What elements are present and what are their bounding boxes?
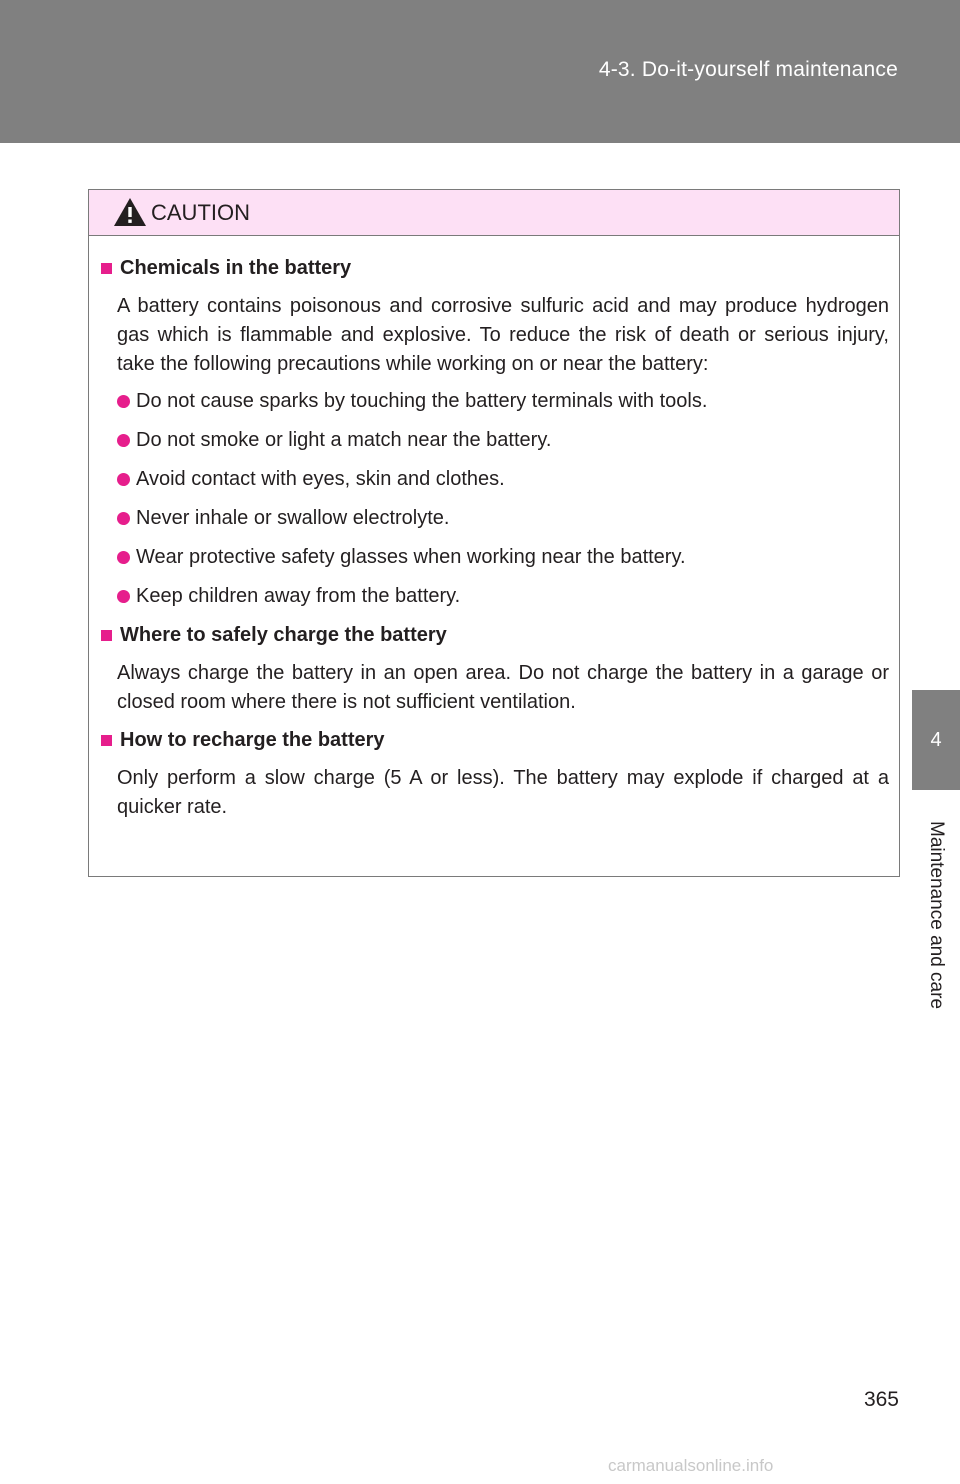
chapter-number-tab: 4 (912, 690, 960, 790)
dot-bullet-icon (117, 590, 130, 603)
list-item (117, 387, 889, 416)
section-heading (99, 254, 889, 283)
precautions-list (117, 387, 889, 611)
list-item-text: Keep children away from the battery. (136, 585, 461, 607)
chapter-label-text: Maintenance and care (926, 820, 948, 1010)
section-paragraph: Always charge the battery in an open area. Do not charge the battery in a garage or closed room where there is not sufficient ventilation. (117, 662, 889, 713)
section-paragraph: A battery contains poisonous and corrosive sulfuric acid and may produce hydrogen gas which is flammable and explosive. To reduce the risk of death or serious injury, take the following precautions while working on or near the battery: (117, 295, 889, 375)
section-paragraph: Only perform a slow charge (5 A or less). The battery may explode if charged at a quicker rate. (117, 767, 889, 818)
square-bullet-icon (101, 263, 112, 274)
section-title: 4-3. Do-it-yourself maintenance (598, 58, 898, 81)
dot-bullet-icon (117, 473, 130, 486)
watermark: carmanualsonline.info (608, 1456, 774, 1475)
section-heading-text: How to recharge the battery (120, 729, 385, 751)
square-bullet-icon (101, 630, 112, 641)
list-item-text: Do not smoke or light a match near the battery. (136, 429, 552, 451)
caution-box (88, 189, 900, 877)
dot-bullet-icon (117, 395, 130, 408)
list-item (117, 504, 889, 533)
list-item-text: Wear protective safety glasses when working near the battery. (136, 546, 686, 568)
caution-title: CAUTION (151, 200, 250, 225)
dot-bullet-icon (117, 551, 130, 564)
list-item-text: Do not cause sparks by touching the battery terminals with tools. (136, 390, 708, 412)
dot-bullet-icon (117, 512, 130, 525)
page-number: 365 (863, 1388, 899, 1411)
list-item (117, 582, 889, 611)
section-heading-text: Where to safely charge the battery (120, 624, 447, 646)
section-heading (99, 621, 889, 650)
list-item (117, 426, 889, 455)
page-header (0, 0, 960, 143)
square-bullet-icon (101, 735, 112, 746)
caution-body (89, 236, 899, 822)
list-item-text: Avoid contact with eyes, skin and clothes. (136, 468, 505, 490)
list-item-text: Never inhale or swallow electrolyte. (136, 507, 450, 529)
list-item (117, 543, 889, 572)
dot-bullet-icon (117, 434, 130, 447)
chapter-label (912, 795, 960, 1035)
caution-header (89, 190, 899, 236)
section-heading-text: Chemicals in the battery (120, 257, 352, 279)
list-item (117, 465, 889, 494)
warning-triangle-icon (113, 197, 147, 227)
section-heading (99, 726, 889, 755)
